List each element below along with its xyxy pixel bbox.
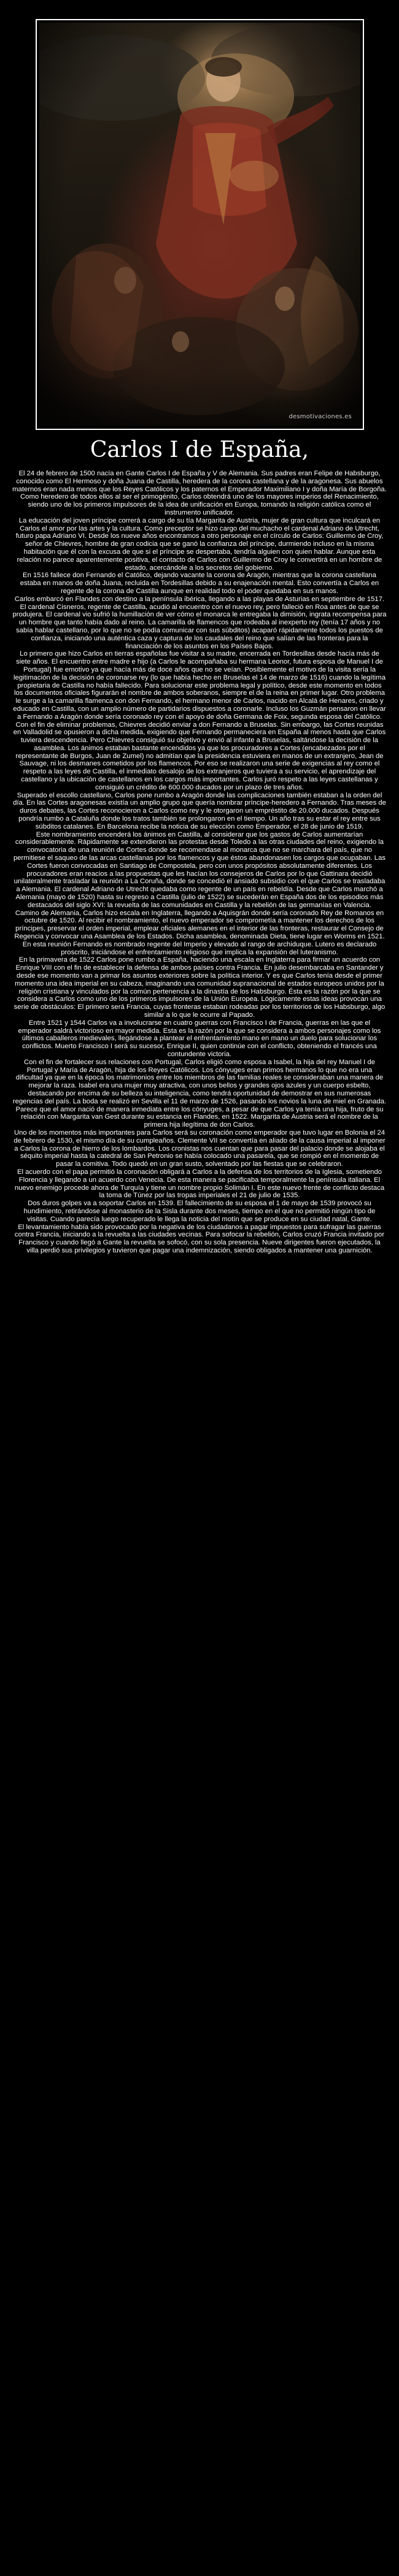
poster-body-text <box>12 470 387 1255</box>
paragraph: En la primavera de 1522 Carlos pone rumbo a España, haciendo una escala en Inglaterra para firmar un acuerdo con Enrique VIII con el fin de establecer la defensa de ambos países contra Francia. En julio desembarcaba en Santander y desde ese momento van a primar los asuntos exteriores sobre la política interior. Y es que Carlos tenía desde el primer momento una idea imperial en su cabeza, imaginando una comunidad supranacional de estados europeos unidos por la religión cristiana y vinculados por la común pertenencia a la dinastía de los Habsburgo. Ésta es la razón por la que se considera a Carlos como uno de los primeros impulsores de la Unión Europea. Lógicamente estas ideas provocan una serie de obstáculos: El primero será Francia, cuyas fronteras estaban rodeadas por los territorios de los Habsburgo, algo similar a lo que le ocurre al Papado. <box>14 956 385 1019</box>
paragraph: Dos duros golpes va a soportar Carlos en 1539. El fallecimiento de su esposa el 1 de mayo de 1539 provocó su hundimiento, retirándose al monasterio de la Sisla durante dos meses, tiempo en el que no permitió ningún tipo de visitas. Cuando parecía luego recuperado le llega la noticia del motín que se produce en su ciudad natal, Gante. <box>23 1200 376 1223</box>
paragraph: La educación del joven príncipe correrá a cargo de su tía Margarita de Austria, mujer de gran cultura que inculcará en Carlos el amor por las artes y la cultura. Como preceptor se hizo cargo del muchacho el cardenal Adriano de Utrecht, futuro papa Adriano VI. Desde los nueve años encontramos a otro personaje en el círculo de Carlos: Guillermo de Croy, señor de Chievres, hombre de gran codicia que se ganó la confianza del príncipe, durmiendo incluso en la misma habitación que él con la excusa de que si el príncipe se despertaba, tendría alguien con quien hablar. Aunque esta relación no parece aparentemente positiva, el contacto de Carlos con Guillermo de Croy le convertirá en un hombre de estado, acercándole a los secretos del gobierno. <box>15 516 384 572</box>
paragraph: El acuerdo con el papa permitió la coronación obligará a Carlos a la defensa de los territorios de la Iglesia, sometiendo Florencia y llegando a un acuerdo con Venecia. De esta manera se pacificaba temporalmente la península italiana. El nuevo enemigo procede ahora de Turquía y tiene un nombre propio Solimán I. En este nuevo frente de conflicto destaca la toma de Túnez por las tropas imperiales el 21 de julio de 1535. <box>14 1168 385 1200</box>
paragraph: Uno de los momentos más importantes para Carlos será su coronación como emperador que tuvo lugar en Bolonia el 24 de febrero de 1530, el mismo día de su cumpleaños. Clemente VII se convertía en aliado de la causa imperial al imponer a Carlos la corona de hierro de los lombardos. Los cronistas nos cuentan que para pasar del palacio donde se alojaba el séquito imperial hasta la catedral de San Petronio se había colocado una pasarela, que se rompió en el momento de pasar la comitiva. Todo quedó en un gran susto, solventado por las fiestas que se celebraron. <box>14 1129 385 1168</box>
poster-title: Carlos I de España, <box>90 437 309 462</box>
paragraph: Lo primero que hizo Carlos en tierras españolas fue visitar a su madre, encerrada en Tordesillas desde hacía más de siete años. El encuentro entre madre e hijo (a Carlos le acompañaba su hermana Leonor, futura esposa de Manuel I de Portugal) fue emotivo ya que hacía más de doce años que no se veían. Posiblemente el motivo de la visita sería la legitimación de la decisión de coronarse rey (lo que había hecho en Bruselas el 14 de marzo de 1516) cuando la legítima propietaria de Castilla no había fallecido. Para solucionar este problema legal y político, desde este momento en todos los documentos oficiales figurarán el nombre de ambos soberanos, siempre el de la reina en primer lugar. Otro problema le surge a la camarilla flamenca con don Fernando, el hermano menor de Carlos, nacido en Alcalá de Henares, criado y educado en Castilla, con un amplio número de partidarios dispuestos a coronarle. Incluso los Guzmán pensaron en llevar a Fernando a Aragón donde sería coronado rey con el apoyo de doña Germana de Foix, segunda esposa del Católico. Con el fin de eliminar problemas, Chievres decidió enviar a don Fernando a Bruselas. Sin embargo, las Cortes reunidas en Valladolid se opusieron a dicha medida, exigiendo que Fernando permaneciera en España al menos hasta que Carlos tuviera descendencia. Pero Chievres consiguió su objetivo y envió al infante a Bruselas, saltándose la decisión de la asamblea. Los ánimos estaban bastante encendidos ya que los procuradores a Cortes (encabezados por el representante de Burgos, Juan de Zumel) no admitían que la presidencia estuviera en manos de un extranjero, Jean de Sauvage, ni los desmanes cometidos por los flamencos. Por eso se realizaron una serie de exigencias al rey como el respeto a las leyes de Castilla, el inmediato desalojo de los extranjeros que tuviera a su servicio, el aprendizaje del castellano y la ubicación de castellanos en los cargos más importantes. Carlos juró respeto a las leyes castellanas y consiguió un crédito de 600.000 ducados por un plazo de tres años. <box>13 650 386 791</box>
portrait-painting <box>39 23 360 426</box>
paragraph: Superado el escollo castellano, Carlos pone rumbo a Aragón donde las complicaciones también estaban a la orden del día. En las Cortes aragonesas existía un amplio grupo que quería nombrar príncipe-heredero a Fernando. Tras meses de duros debates, las Cortes reconocieron a Carlos como rey y le otorgaron un empréstito de 20.000 ducados. Después pondría rumbo a Cataluña donde los tratos también se prolongaron en el tiempo. Un año tras su estar el rey entre sus súbditos catalanes. En Barcelona recibe la noticia de su elección como Emperador, el 28 de junio de 1519. <box>13 791 386 830</box>
paragraph: Con el fin de fortalecer sus relaciones con Portugal, Carlos eligió como esposa a Isabel, la hija del rey Manuel I de Portugal y María de Aragón, hija de los Reyes Católicos. Los cónyuges eran primos hermanos lo que no era una dificultad ya que en la época los matrimonios entre los miembros de las familias reales se consideraban una manera de mejorar la raza. Isabel era una mujer muy atractiva, con unos bellos y grandes ojos azules y un cuerpo esbelto, destacando por encima de su belleza su inteligencia, como tendrá oportunidad de demostrar en sus numerosas regencias del país. La boda se realizó en Sevilla el 11 de marzo de 1526, pasando los novios la luna de miel en Granada. Parece que el amor nació de manera inmediata entre los cónyuges, a pesar de que Carlos ya tenía una hija, fruto de su relación con Margarita van Gest durante su estancia en Flandes, en 1522. Margarita de Austria será el nombre de la primera hija ilegítima de don Carlos. <box>12 1058 387 1129</box>
painting-artwork <box>39 23 360 426</box>
watermark-text: desmotivaciones.es <box>289 413 352 420</box>
paragraph: Este nombramiento encenderá los ánimos en Castilla, al considerar que los gastos de Carlos aumentarían considerablemente. Rápidamente se extendieron las protestas desde Toledo a las otras ciudades del reino, exigiendo la convocatoria de una reunión de Cortes donde se recomendase al monarca que no se marchara del país, que no permitiese el saqueo de las arcas castellanas por los flamencos y que éstos abandonasen los cargos que ocupaban. Las Cortes fueron convocadas en Santiago de Compostela, pero con unos propósitos absolutamente diferentes. Los procuradores eran reacios a las propuestas que les hacían los consejeros de Carlos por lo que Gattinara decidió unilateralmente trasladar la reunión a La Coruña, donde se concedió el ansiado subsidio con el que Carlos se trasladaba a Alemania. El cardenal Adriano de Utrecht quedaba como regente de un país en rebeldía. Desde que Carlos marchó a Alemania (mayo de 1520) hasta su regreso a Castilla (julio de 1522) se sucederán en España dos de los episodios más destacados del siglo XVI: la revuelta de las comunidades en Castilla y la rebelión de las germanías en Valencia. <box>13 830 386 909</box>
paragraph: El 24 de febrero de 1500 nacía en Gante Carlos I de España y V de Alemania. Sus padres eran Felipe de Habsburgo, conocido como El Hermoso y doña Juana de Castilla, heredera de la corona castellana y de la aragonesa. Sus abuelos maternos eran nada menos que los Reyes Católicos y los paternos el Emperador Maximiliano I y doña María de Borgoña. Como heredero de todos ellos al ser el primogénito, Carlos obtendrá uno de los mayores imperios del Renacimiento, siendo uno de los primeros impulsores de la idea de unificación en Europa, tomando la religión católica como el instrumento unificador. <box>12 470 387 516</box>
paragraph: En 1516 fallece don Fernando el Católico, dejando vacante la corona de Aragón, mientras que la corona castellana estaba en manos de doña Juana, recluida en Tordesillas debido a su enajenación mental. Esto convertía a Carlos en regente de la corona de Castilla aunque en realidad todo el poder quedaba en sus manos. <box>20 572 379 595</box>
paragraph: Carlos embarcó en Flandes con destino a la península ibérica, llegando a las playas de Asturias en septiembre de 1517. El cardenal Cisneros, regente de Castilla, acudió al encuentro con el nuevo rey, pero falleció en Roa antes de que se produjera. El cardenal vio sufrió la humillación de ver cómo el monarca le entregaba la dimisión, ingrata recompensa para un hombre que tanto había dado al reino. La camarilla de flamencos que rodeaba al inexperto rey (tenía 17 años y no sabía hablar castellano, por lo que no se podía comunicar con sus súbditos) acaparó rápidamente todos los puestos de confianza, iniciando una auténtica caza y captura de los caudales del reino que salían de las fronteras para la financiación de los asuntos en los Países Bajos. <box>12 595 387 650</box>
paragraph: Camino de Alemania, Carlos hizo escala en Inglaterra, llegando a Aquisgrán donde sería coronado Rey de Romanos en octubre de 1520. Al recibir el nombramiento, el nuevo emperador se comprometía a mantener los derechos de los príncipes, preservar el orden imperial, emplear oficiales alemanes en el interior de las fronteras, restaurar el Consejo de Regencia y convocar una Asamblea de los Estados. Dicha asamblea, denominada Dieta, tiene lugar en Worms en 1521. En esta reunión Fernando es nombrado regente del Imperio y elevado al rango de archiduque. Lutero es declarado proscrito, iniciándose el enfrentamiento religioso que implica la expansión del luteranismo. <box>14 909 385 956</box>
paragraph: El levantamiento había sido provocado por la negativa de los ciudadanos a pagar impuestos para sufragar las guerras contra Francia, iniciando a la revuelta a las ciudades vecinas. Para sofocar la rebelión, Carlos cruzó Francia invitado por Francisco y cuando llegó a Gante la revuelta se sofocó, con su sola presencia. Nueve dirigentes fueron ejecutados, la villa perdió sus privilegios y tuvieron que pagar una indemnización, siendo obligados a mantener una guarnición. <box>14 1223 385 1254</box>
painting-frame <box>36 19 364 430</box>
paragraph: Entre 1521 y 1544 Carlos va a involucrarse en cuatro guerras con Francisco I de Francia, guerras en las que el emperador saldrá victorioso en mayor medida. Esta es la razón por la que se considera a ambos personajes como los últimos caballeros medievales, llegándose a plantear el enfrentamiento mano en mano un duelo para solucionar los conflictos. Muerto Francisco I será su sucesor, Enrique II, quien continúe con el conflicto, obteniendo el francés una contundente victoria. <box>18 1019 381 1058</box>
